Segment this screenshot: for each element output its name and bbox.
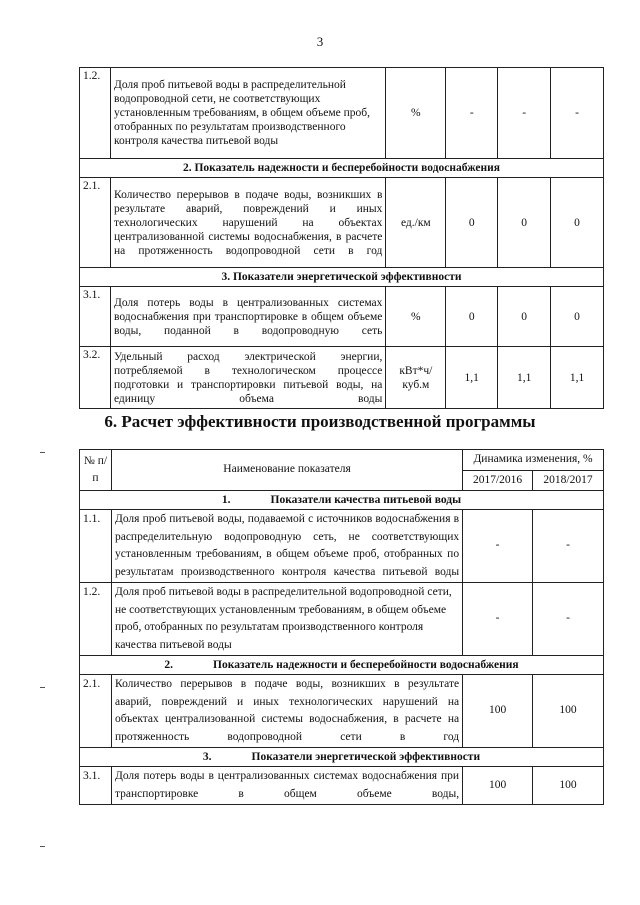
value-cell: -	[533, 583, 604, 656]
table-row	[80, 675, 604, 748]
value-cell: 0	[446, 287, 498, 347]
value-cell: 0	[551, 178, 604, 268]
section-title: Показатель надежности и бесперебойности водоснабжения	[213, 659, 519, 671]
unit-cell: %	[386, 287, 446, 347]
table-row	[80, 583, 604, 656]
margin-mark	[40, 687, 45, 688]
efficiency-table	[79, 449, 604, 805]
value-cell: -	[463, 510, 533, 583]
row-number: 1.2.	[80, 583, 112, 656]
header-period: 2017/2016	[463, 470, 533, 491]
indicators-table	[79, 67, 604, 409]
table-row	[80, 347, 604, 409]
margin-mark	[40, 452, 45, 453]
value-cell: 0	[551, 287, 604, 347]
unit-cell: ед./км	[386, 178, 446, 268]
table-row	[80, 178, 604, 268]
indicator-name: Доля проб питьевой воды в распределительной водопроводной сети, не соответствующих установленным требованиям, в общем объеме проб, отобранных по результатам производственного контроля качества питьевой воды	[111, 583, 462, 656]
section-title: 2. Показатель надежности и бесперебойности водоснабжения	[80, 159, 604, 178]
value-cell: 100	[463, 767, 533, 805]
value-cell: 100	[533, 767, 604, 805]
unit-cell: %	[386, 68, 446, 159]
indicator-name: Доля проб питьевой воды, подаваемой с источников водоснабжения в распределительную водопроводную сеть, не соответствующих установленным требованиям, в общем объеме проб, отобранных по результатам производственного контроля качества питьевой воды	[111, 510, 462, 583]
value-cell: 100	[463, 675, 533, 748]
section-title: Показатели энергетической эффективности	[251, 751, 481, 763]
section-title: Показатели качества питьевой воды	[270, 494, 462, 506]
row-number: 3.1.	[80, 287, 111, 347]
section-number: 1.	[221, 494, 231, 506]
unit-cell: кВт*ч/ куб.м	[386, 347, 446, 409]
section-number: 2.	[164, 659, 174, 671]
section-row	[80, 748, 604, 767]
section-row	[80, 491, 604, 510]
value-cell: 0	[446, 178, 498, 268]
section-row	[80, 268, 604, 287]
row-number: 1.1.	[80, 510, 112, 583]
row-number: 1.2.	[80, 68, 111, 159]
value-cell: -	[551, 68, 604, 159]
indicator-name: Количество перерывов в подаче воды, возникших в результате аварий, повреждений и иных технологических нарушений на объектах централизованной системы водоснабжения, в расчете на протяженность водопроводной сети в год	[110, 178, 385, 268]
indicator-name: Количество перерывов в подаче воды, возникших в результате аварий, повреждений и иных технологических нарушений на объектах централизованной системы водоснабжения, в расчете на протяженность водопроводной сети в год	[111, 675, 462, 748]
row-number: 3.1.	[80, 767, 112, 805]
table-row	[80, 287, 604, 347]
section-title: 3. Показатели энергетической эффективности	[80, 268, 604, 287]
table-row	[80, 767, 604, 805]
value-cell: 0	[498, 178, 551, 268]
indicator-name: Доля проб питьевой воды в распределительной водопроводной сети, не соответствующих установленным требованиям, в общем объеме проб, отобранных по результатам производственного контроля качества питьевой воды	[110, 68, 385, 159]
value-cell: -	[446, 68, 498, 159]
table-row	[80, 68, 604, 159]
value-cell: 100	[533, 675, 604, 748]
section-row	[80, 159, 604, 178]
header-dynamics: Динамика изменения, %	[463, 450, 604, 471]
row-number: 3.2.	[80, 347, 111, 409]
value-cell: 0	[498, 287, 551, 347]
value-cell: 1,1	[551, 347, 604, 409]
value-cell: -	[463, 583, 533, 656]
indicator-name: Удельный расход электрической энергии, потребляемой в технологическом процессе подготовки и транспортировки питьевой воды, на единицу объема воды	[110, 347, 385, 409]
row-number: 2.1.	[80, 675, 112, 748]
value-cell: -	[533, 510, 604, 583]
value-cell: -	[498, 68, 551, 159]
header-row	[80, 450, 604, 471]
section-heading: 6. Расчет эффективности производственной программы	[104, 412, 536, 431]
margin-mark	[40, 846, 45, 847]
value-cell: 1,1	[446, 347, 498, 409]
header-number: № п/п	[80, 450, 112, 491]
page-number: 3	[316, 34, 324, 49]
indicator-name: Доля потерь воды в централизованных системах водоснабжения при транспортировке в общем объеме воды, поданной в водопроводную сеть	[110, 287, 385, 347]
header-period: 2018/2017	[533, 470, 604, 491]
section-number: 3.	[202, 751, 212, 763]
section-row	[80, 656, 604, 675]
table-row	[80, 510, 604, 583]
header-name: Наименование показателя	[111, 450, 462, 491]
value-cell: 1,1	[498, 347, 551, 409]
row-number: 2.1.	[80, 178, 111, 268]
indicator-name: Доля потерь воды в централизованных системах водоснабжения при транспортировке в общем объеме воды,	[111, 767, 462, 805]
